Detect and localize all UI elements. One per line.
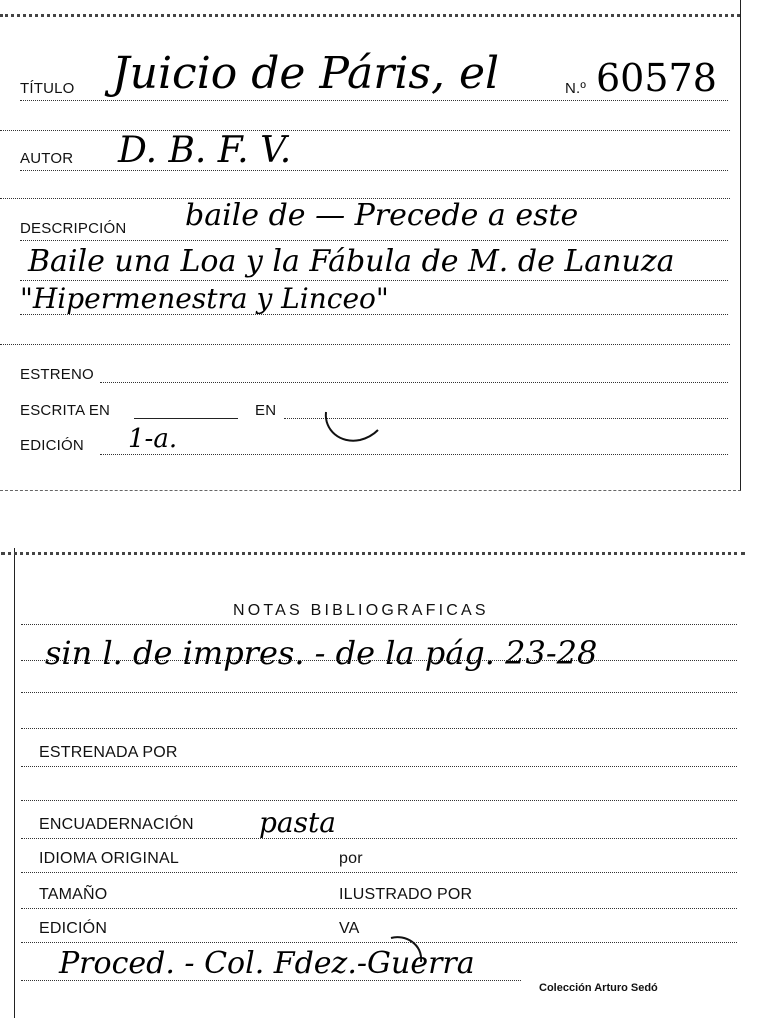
ilustrado-por-label: ILUSTRADO POR [339, 886, 473, 903]
rule [21, 800, 737, 801]
descripcion-label: DESCRIPCIÓN [20, 220, 127, 237]
punch-hole-mark [318, 400, 384, 448]
rule [21, 872, 737, 873]
rule [21, 908, 737, 909]
torn-top-edge [1, 552, 745, 555]
titulo-label: TÍTULO [20, 80, 75, 97]
tamano-label: TAMAÑO [39, 886, 108, 903]
numero-value: 60578 [596, 56, 717, 100]
descripcion-line-1: baile de — Precede a este [185, 198, 579, 233]
notas-heading: NOTAS BIBLIOGRAFICAS [233, 602, 489, 619]
titulo-value: Juicio de Páris, el [112, 48, 500, 99]
encuadernacion-label: ENCUADERNACIÓN [39, 816, 194, 833]
por-label: por [339, 850, 363, 867]
descripcion-line-2: Baile una Loa y la Fábula de M. de Lanuza [28, 244, 675, 279]
rule [21, 692, 737, 693]
autor-rule [20, 170, 728, 171]
escrita-en-blank [134, 418, 238, 419]
encuadernacion-value: pasta [259, 806, 336, 839]
va-label: VA [339, 920, 360, 937]
rule [21, 766, 737, 767]
escrita-en-label: ESCRITA EN [20, 402, 111, 419]
rule [21, 728, 737, 729]
edicion-label: EDICIÓN [20, 437, 84, 454]
en-label: EN [255, 402, 277, 419]
edicion-label: EDICIÓN [39, 920, 108, 937]
rule [21, 624, 737, 625]
autor-label: AUTOR [20, 150, 74, 167]
descripcion-rule-1 [20, 240, 728, 241]
catalog-card-front [0, 0, 741, 491]
coleccion-label: Colección Arturo Sedó [539, 982, 658, 994]
estrenada-por-label: ESTRENADA POR [39, 744, 178, 761]
autor-value: D. B. F. V. [118, 130, 292, 171]
estreno-rule [100, 382, 728, 383]
descripcion-rule-2 [20, 280, 728, 281]
estreno-label: ESTRENO [20, 366, 94, 383]
edicion-value: 1-a. [128, 424, 178, 454]
descripcion-line-3: "Hipermenestra y Linceo" [20, 282, 389, 315]
rule [21, 942, 737, 943]
idioma-original-label: IDIOMA ORIGINAL [39, 850, 179, 867]
rule [21, 838, 737, 839]
procedencia-value: Proced. - Col. Fdez.-Guerra [59, 946, 475, 981]
torn-top-edge [0, 14, 740, 17]
notas-value: sin l. de impres. - de la pág. 23-28 [45, 634, 598, 672]
descripcion-rule-3 [20, 314, 728, 315]
rule [0, 344, 730, 345]
rule [0, 130, 730, 131]
procedencia-rule [21, 980, 521, 981]
notas-rule [21, 660, 737, 661]
catalog-card-back [14, 548, 745, 1018]
numero-label: N.º [565, 80, 587, 97]
titulo-rule [20, 100, 728, 101]
edicion-rule [100, 454, 728, 455]
